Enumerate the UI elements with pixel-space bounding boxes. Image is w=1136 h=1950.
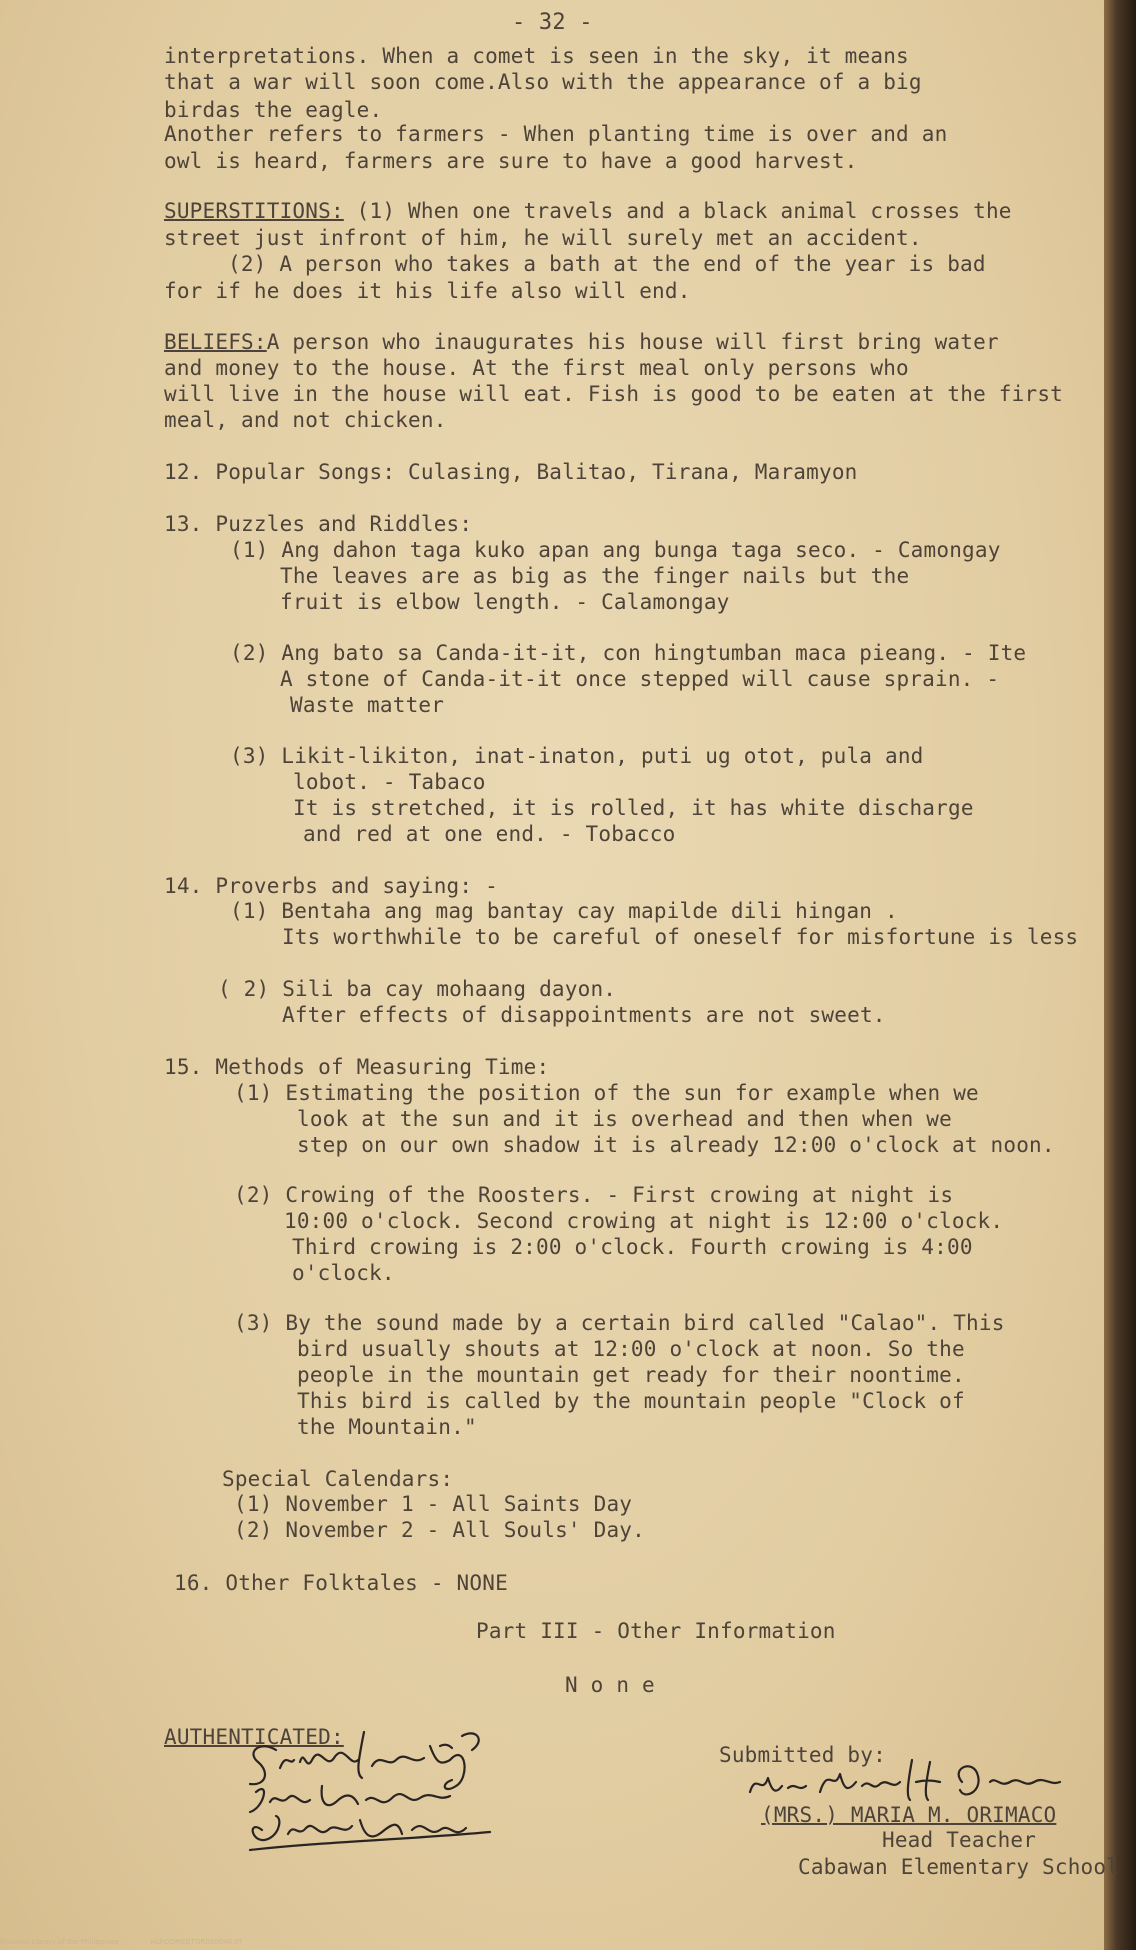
time-method-1-line-2: look at the sun and it is overhead and then when we [297, 1107, 952, 1131]
superstitions-heading: SUPERSTITIONS: [164, 199, 344, 223]
time-method-3-line-2: bird usually shouts at 12:00 o'clock at noon. So the [297, 1337, 965, 1361]
time-method-2-line-4: o'clock. [292, 1261, 395, 1285]
beliefs-heading: BELIEFS: [164, 330, 267, 354]
submitted-by-label: Submitted by: [719, 1743, 886, 1767]
time-method-3-line-1: (3) By the sound made by a certain bird called "Calao". This [234, 1311, 1005, 1335]
riddle-1-line-2: The leaves are as big as the finger nails but the [280, 564, 910, 588]
intro-line-1: interpretations. When a comet is seen in the sky, it means [164, 44, 909, 68]
time-method-3-line-4: This bird is called by the mountain people "Clock of [297, 1389, 965, 1413]
time-method-2-line-3: Third crowing is 2:00 o'clock. Fourth crowing is 4:00 [292, 1235, 973, 1259]
authenticating-signatures [240, 1722, 600, 1862]
riddle-2-line-1: (2) Ang bato sa Canda-it-it, con hingtumban maca pieang. - Ite [230, 641, 1027, 665]
superstitions-line-1 [164, 201, 1012, 222]
proverb-1-line-2: Its worthwhile to be careful of oneself for misfortune is less [282, 925, 1079, 949]
riddle-3-line-3: It is stretched, it is rolled, it has white discharge [293, 796, 974, 820]
proverbs-heading: 14. Proverbs and saying: - [164, 874, 498, 898]
calendar-item-1: (1) November 1 - All Saints Day [234, 1492, 633, 1516]
riddle-3-line-1: (3) Likit-likiton, inat-inaton, puti ug otot, pula and [230, 744, 924, 768]
signature-1-stroke [250, 1732, 465, 1789]
submitter-school: Cabawan Elementary School [798, 1855, 1120, 1879]
submitter-name: (MRS.) MARIA M. ORIMACO [761, 1803, 1057, 1827]
beliefs-line-2: and money to the house. At the first meal only persons who [164, 356, 909, 380]
beliefs-text-1: A person who inaugurates his house will first bring water [266, 330, 999, 354]
intro-line-2: that a war will soon come.Also with the appearance of a big [164, 70, 922, 94]
time-method-2-line-2: 10:00 o'clock. Second crowing at night is 12:00 o'clock. [284, 1209, 1004, 1233]
calendars-heading: Special Calendars: [222, 1467, 454, 1491]
riddle-2-line-3: Waste matter [290, 693, 445, 717]
riddle-3-line-2: lobot. - Tabaco [293, 770, 486, 794]
time-heading: 15. Methods of Measuring Time: [164, 1055, 550, 1079]
signature-1-flourish [440, 1733, 479, 1750]
time-method-1-line-1: (1) Estimating the position of the sun for example when we [234, 1081, 979, 1105]
riddles-heading: 13. Puzzles and Riddles: [164, 512, 473, 536]
time-method-3-line-5: the Mountain." [297, 1415, 477, 1439]
authenticated-label: AUTHENTICATED: [164, 1725, 344, 1749]
superstitions-line-4: for if he does it his life also will end. [164, 279, 691, 303]
superstitions-text-1: (1) When one travels and a black animal crosses the [343, 199, 1012, 223]
signature-2-stroke [250, 1786, 450, 1812]
time-method-1-line-3: step on our own shadow it is already 12:00 o'clock at noon. [297, 1133, 1055, 1157]
part-3-heading: Part III - Other Information [476, 1619, 836, 1643]
intro-line-3: birdas the eagle. [164, 98, 383, 122]
proverb-2-line-1: ( 2) Sili ba cay mohaang dayon. [218, 977, 617, 1001]
riddle-1-line-1: (1) Ang dahon taga kuko apan ang bunga taga seco. - Camongay [230, 538, 1001, 562]
footer-file: HLFOOMEDTGR050040.tif [150, 1938, 242, 1946]
beliefs-line-1 [164, 332, 999, 353]
riddle-2-line-2: A stone of Canda-it-it once stepped will cause sprain. - [280, 667, 1000, 691]
superstitions-line-2: street just infront of him, he will surely met an accident. [164, 226, 922, 250]
beliefs-line-3: will live in the house will eat. Fish is good to be eaten at the first [164, 382, 1064, 406]
part-3-none: N o n e [565, 1673, 655, 1697]
proverb-2-line-2: After effects of disappointments are not sweet. [282, 1003, 886, 1027]
superstitions-line-3: (2) A person who takes a bath at the end of the year is bad [228, 252, 986, 276]
footer-library: National Library of the Philippines [0, 1938, 119, 1946]
archive-footer [0, 1938, 271, 1946]
page-number: - 32 - [512, 10, 593, 35]
riddle-1-line-3: fruit is elbow length. - Calamongay [280, 590, 730, 614]
riddle-3-line-4: and red at one end. - Tobacco [303, 822, 676, 846]
other-folktales: 16. Other Folktales - NONE [174, 1571, 508, 1595]
intro-line-5: owl is heard, farmers are sure to have a good harvest. [164, 149, 858, 173]
popular-songs: 12. Popular Songs: Culasing, Balitao, Tirana, Maramyon [164, 460, 858, 484]
signature-3-stroke [250, 1816, 490, 1850]
submitter-title: Head Teacher [882, 1828, 1037, 1852]
time-method-3-line-3: people in the mountain get ready for their noontime. [297, 1363, 965, 1387]
intro-line-4: Another refers to farmers - When planting time is over and an [164, 122, 948, 146]
beliefs-line-4: meal, and not chicken. [164, 408, 447, 432]
signature-4-stroke [750, 1760, 1060, 1800]
book-binding-edge [1104, 0, 1136, 1950]
time-method-2-line-1: (2) Crowing of the Roosters. - First crowing at night is [234, 1183, 954, 1207]
calendar-item-2: (2) November 2 - All Souls' Day. [234, 1518, 645, 1542]
proverb-1-line-1: (1) Bentaha ang mag bantay cay mapilde dili hingan . [230, 899, 898, 923]
